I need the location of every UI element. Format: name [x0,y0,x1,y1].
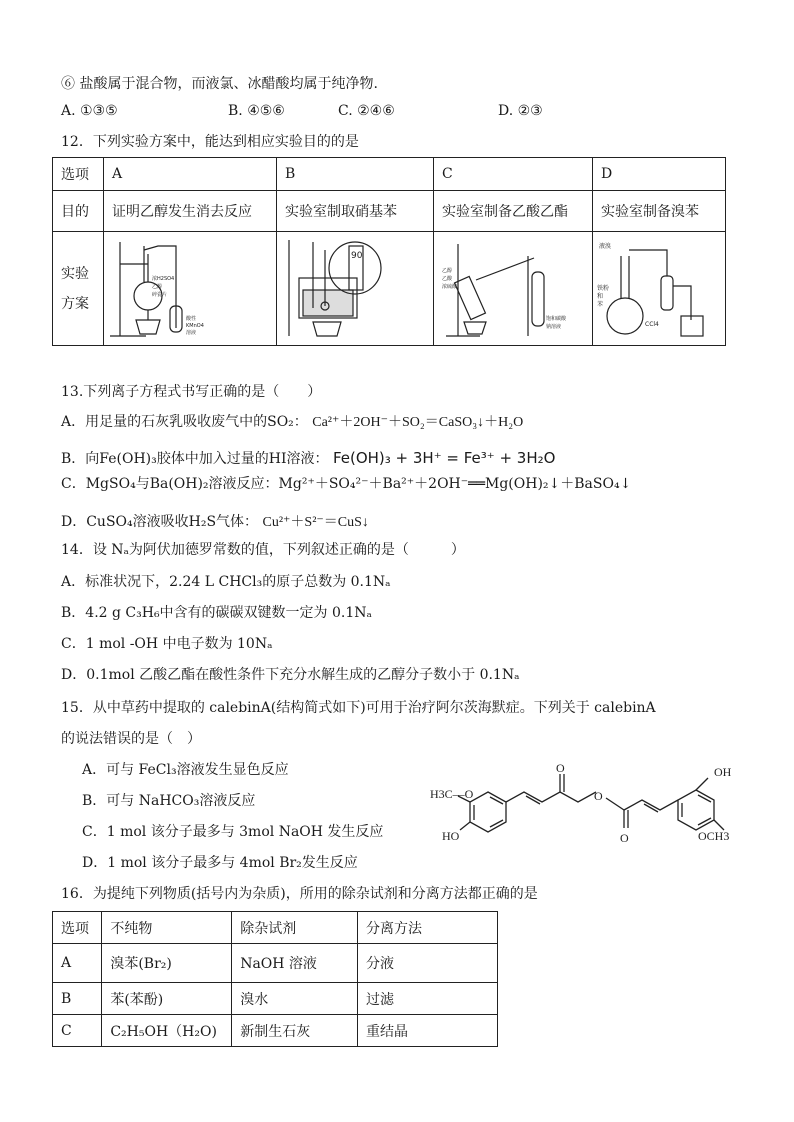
apparatus-c [434,232,593,346]
label-sodium: 钠溶液 [546,323,562,330]
q16-cell: C [53,1015,102,1047]
q12-purpose-c: 实验室制备乙酸乙酯 [434,191,593,232]
q15-option-b: B．可与 NaHCO₃溶液反应 [82,793,256,809]
label-c-ethanol: 乙醇 [442,267,453,274]
q11-option-b: B. ④⑤⑥ [228,103,285,119]
q14-option-a: A．标准状况下，2.24 L CHCl₃的原子总数为 0.1Nₐ [61,574,391,590]
q15-option-d: D．1 mol 该分子最多与 4mol Br₂发生反应 [82,855,358,871]
q11-option-c: C. ②④⑥ [338,103,395,119]
q14-option-b: B．4.2 g C₃H₆中含有的碳碳双键数一定为 0.1Nₐ [61,605,372,621]
q13-option-a [61,412,523,433]
label-conc-h2so4: 浓H2SO4 [152,275,175,282]
label-liquid-bromine: 液溴 [599,242,612,250]
label-and: 和 [597,292,604,300]
q12-plan-label-2: 方案 [61,295,89,312]
table-row [53,944,498,983]
table-row [53,912,498,944]
label-kmno4: KMnO4 [186,322,204,329]
q16-cell: C₂H₅OH（H₂O) [102,1015,232,1047]
q16-stem: 16．为提纯下列物质(括号内为杂质)，所用的除杂试剂和分离方法都正确的是 [61,886,538,902]
q15-stem-2: 的说法错误的是（ ） [61,731,201,747]
label-iron-powder: 铁粉 [597,284,610,292]
q12-col-d: D [593,158,726,191]
label-90: 90 [351,250,363,261]
q13-option-c: C．MgSO₄与Ba(OH)₂溶液反应：Mg²⁺＋SO₄²⁻＋Ba²⁺＋2OH⁻══Mg(OH)₂↓＋BaSO₄↓ [61,476,632,492]
apparatus-d-drawing [595,236,723,342]
q12-header-purpose: 目的 [53,191,104,232]
q13-a-text: A．用足量的石灰乳吸收废气中的SO₂： [61,414,308,430]
q12-stem: 12．下列实验方案中，能达到相应实验目的的是 [61,134,359,150]
q16-cell: NaOH 溶液 [232,944,358,983]
q13-b-text: B．向Fe(OH)₃胶体中加入过量的HI溶液： [61,451,329,467]
q16-table [52,911,498,1047]
q16-header-reagent: 除杂试剂 [232,912,358,944]
q12-col-c: C [434,158,593,191]
calebin-a-structure [428,760,748,860]
q14-stem: 14．设 Nₐ为阿伏加德罗常数的值，下列叙述正确的是（ ） [61,542,465,558]
q12-col-a: A [104,158,277,191]
q11-option-d: D. ②③ [498,103,543,119]
q15-option-c: C．1 mol 该分子最多与 3mol NaOH 发生反应 [82,824,384,840]
struct-o-ketone: O [556,761,565,775]
apparatus-b [277,232,434,346]
apparatus-b-drawing [279,236,431,342]
q12-header-option: 选项 [53,158,104,191]
struct-ho-left: HO [442,829,460,843]
q16-cell: 过滤 [358,983,498,1015]
q13-option-d [61,512,369,533]
q12-purpose-a: 证明乙醇发生消去反应 [104,191,277,232]
q16-cell: 重结晶 [358,1015,498,1047]
apparatus-a [104,232,277,346]
q12-table [52,157,726,346]
struct-oh-top: OH [714,765,732,779]
struct-och3-right: OCH3 [698,829,730,843]
q13-d-text: D．CuSO₄溶液吸收H₂S气体： [61,514,259,530]
q16-cell: 苯(苯酚) [102,983,232,1015]
q16-header-method: 分离方法 [358,912,498,944]
apparatus-d [593,232,726,346]
struct-och3-left: H3C—O [430,787,474,801]
struct-o-ester: O [594,789,603,803]
q13-b-equation: Fe(OH)₃ + 3H⁺ = Fe³⁺ + 3H₂O [332,449,556,467]
table-row [53,158,726,191]
label-ethanol: 乙醇 [152,283,163,290]
q12-header-plan [53,232,104,346]
q16-cell: A [53,944,102,983]
q16-header-impure: 不纯物 [102,912,232,944]
label-acidic: 酸性 [186,315,197,322]
q16-cell: 新制生石灰 [232,1015,358,1047]
q16-cell: 溴水 [232,983,358,1015]
label-solution: 溶液 [186,329,197,336]
label-c-acetic: 乙酸 [442,275,453,282]
table-row [53,983,498,1015]
struct-o-ester-carbonyl: O [620,831,629,845]
q13-option-b [61,448,555,469]
q16-cell: B [53,983,102,1015]
q12-purpose-d: 实验室制备溴苯 [593,191,726,232]
q15-option-a: A．可与 FeCl₃溶液发生显色反应 [82,762,289,778]
apparatus-c-drawing [436,236,590,342]
q12-col-b: B [277,158,434,191]
label-porcelain: 碎瓷片 [152,291,168,298]
label-saturated: 饱和碳酸 [546,315,567,322]
q16-cell: 溴苯(Br₂) [102,944,232,983]
table-row [53,232,726,346]
label-benzene: 苯 [597,300,604,308]
q15-stem-1: 15．从中草药中提取的 calebinA(结构简式如下)可用于治疗阿尔茨海默症。下列关于 calebinA [61,700,656,716]
apparatus-a-drawing [106,236,274,342]
q14-option-d: D．0.1mol 乙酸乙酯在酸性条件下充分水解生成的乙醇分子数小于 0.1Nₐ [61,667,520,683]
q13-a-equation: Ca²⁺＋2OH⁻＋SO₂＝CaSO₃↓＋H₂O [312,415,524,430]
table-row [53,1015,498,1047]
label-c-sulfuric: 浓硫酸 [442,283,458,290]
table-row [53,191,726,232]
q12-plan-label-1: 实验 [61,265,89,282]
label-ccl4: CCl4 [645,320,659,328]
q11-option-a: A. ①③⑤ [61,103,118,119]
q16-cell: 分液 [358,944,498,983]
q16-header-option: 选项 [53,912,102,944]
q11-item6: ⑥ 盐酸属于混合物，而液氯、冰醋酸均属于纯净物. [61,76,378,92]
q14-option-c: C．1 mol -OH 中电子数为 10Nₐ [61,636,273,652]
q13-d-equation: Cu²⁺＋S²⁻＝CuS↓ [262,515,369,530]
q13-stem: 13.下列离子方程式书写正确的是（ ） [61,384,322,400]
q12-purpose-b: 实验室制取硝基苯 [277,191,434,232]
